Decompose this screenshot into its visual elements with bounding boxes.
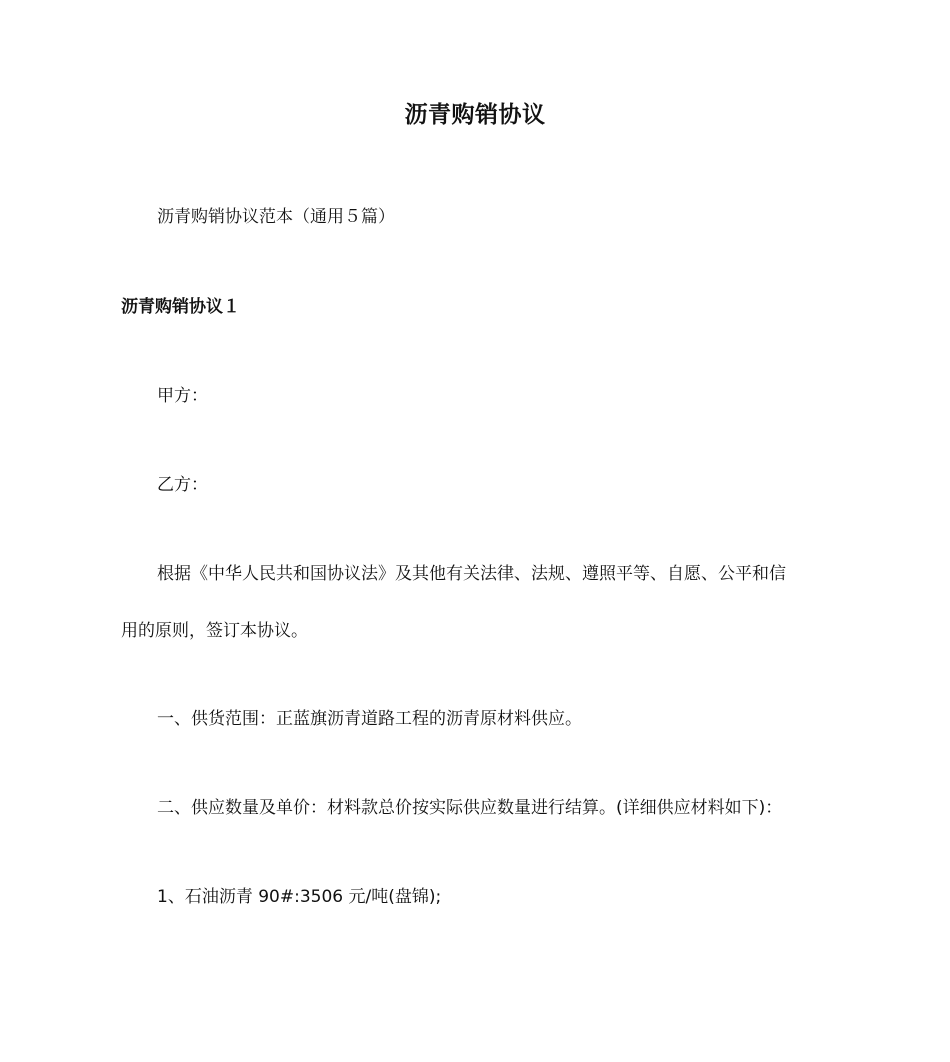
party-b-label: 乙方：: [157, 475, 208, 495]
preamble-paragraph-line-1: 根据《中华人民共和国协议法》及其他有关法律、法规、遵照平等、自愿、公平和信: [157, 564, 786, 584]
preamble-paragraph-line-2: 用的原则，签订本协议。: [121, 621, 308, 641]
party-a-label: 甲方：: [157, 386, 208, 406]
clause-supply-scope: 一、供货范围：正蓝旗沥青道路工程的沥青原材料供应。: [157, 709, 582, 729]
document-subtitle: 沥青购销协议范本（通用５篇）: [157, 207, 395, 227]
section-heading: 沥青购销协议１: [121, 297, 240, 317]
clause-quantity-price: 二、供应数量及单价：材料款总价按实际供应数量进行结算。(详细供应材料如下)：: [157, 798, 783, 818]
item-asphalt-price: 1、石油沥青 90#:3506 元/吨(盘锦);: [157, 887, 442, 907]
document-title: 沥青购销协议: [404, 102, 546, 128]
